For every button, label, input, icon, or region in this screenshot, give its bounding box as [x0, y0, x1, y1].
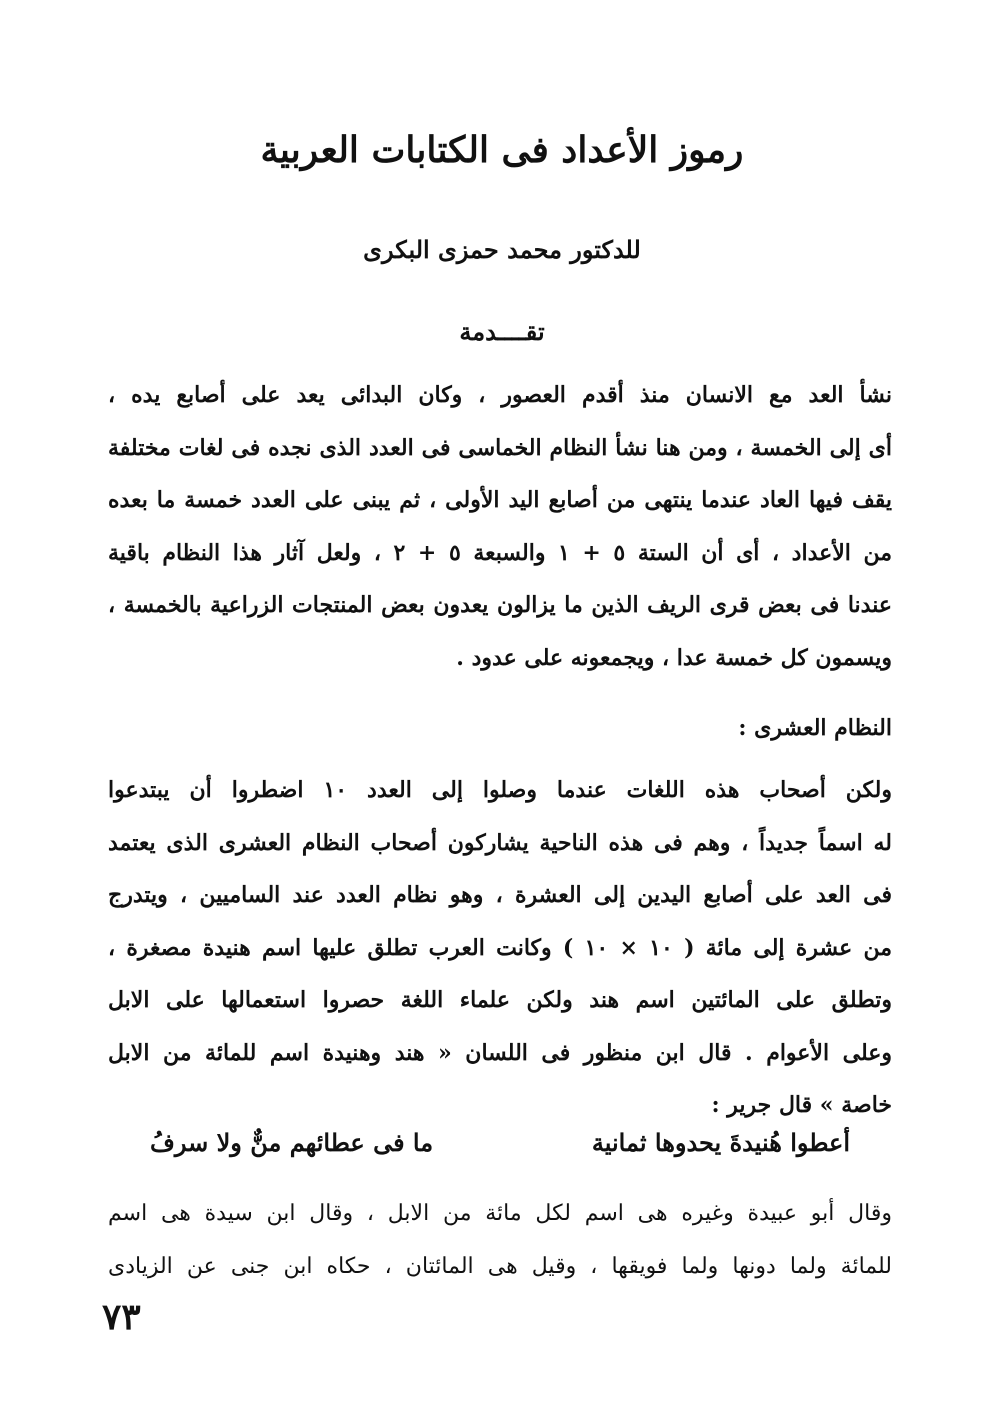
paragraph-line: عندنا فى بعض قرى الريف الذين ما يزالون يعدون بعض المنتجات الزراعية بالخمسة ،	[108, 592, 892, 618]
sub-heading-decimal-system: النظام العشرى :	[738, 715, 892, 741]
paragraph-line: ولكن أصحاب هذه اللغات عندما وصلوا إلى العدد ١٠ اضطروا أن يبتدعوا	[108, 777, 892, 803]
paragraph-line: نشأ العد مع الانسان منذ أقدم العصور ، وكان البدائى يعد على أصابع يده ،	[108, 382, 892, 408]
paragraph-line: يقف فيها العاد عندما ينتهى من أصابع اليد الأولى ، ثم يبنى على العدد خمسة ما بعده	[108, 487, 892, 513]
article-title: رموز الأعداد فى الكتابات العربية	[260, 129, 744, 171]
author-byline: للدكتور محمد حمزى البكرى	[363, 235, 641, 264]
paragraph-line: خاصة » قال جرير :	[711, 1092, 892, 1118]
paragraph-line: أى إلى الخمسة ، ومن هنا نشأ النظام الخماسى فى العدد الذى نجده فى لغات مختلفة	[108, 434, 892, 461]
paragraph-line: للمائة ولما دونها ولما فويقها ، وقيل هى المائتان ، حكاه ابن جنى عن الزيادى	[108, 1253, 892, 1279]
closing-paragraph	[108, 1188, 892, 1293]
verse-second-hemistich: ما فى عطائهم منٌّ ولا سرفُ	[150, 1128, 434, 1157]
intro-paragraph	[108, 369, 892, 684]
paragraph-line: وقال أبو عبيدة وغيره هى اسم لكل مائة من الابل ، وقال ابن سيدة هى اسم	[108, 1201, 892, 1226]
paragraph-line: فى العد على أصابع اليدين إلى العشرة ، وهو نظام العدد عند الساميين ، ويتدرج	[108, 882, 892, 908]
paragraph-line: له اسماً جديداً ، وهم فى هذه الناحية يشاركون أصحاب النظام العشرى الذى يعتمد	[108, 829, 892, 856]
paragraph-line: من عشرة إلى مائة ( ١٠ × ١٠ ) وكانت العرب تطلق عليها اسم هنيدة مصغرة ،	[108, 934, 892, 961]
paragraph-line: وعلى الأعوام . قال ابن منظور فى اللسان « هند وهنيدة اسم للمائة من الابل	[108, 1039, 892, 1066]
verse-first-hemistich: أعطوا هُنيدةَ يحدوها ثمانية	[591, 1128, 850, 1157]
paragraph-line: ويسمون كل خمسة عدا ، ويجمعونه على عدود .	[456, 644, 892, 671]
page-number: ٧٣	[102, 1296, 141, 1338]
paragraph-line: وتطلق على المائتين اسم هند ولكن علماء اللغة حصروا استعمالها على الابل	[108, 987, 892, 1013]
paragraph-line: من الأعداد ، أى أن الستة ٥ + ١ والسبعة ٥ + ٢ ، ولعل آثار هذا النظام باقية	[108, 539, 892, 566]
section-heading-introduction: تقــــدمة	[459, 317, 545, 346]
decimal-system-paragraph	[108, 764, 892, 1132]
poetry-verse	[150, 1118, 850, 1168]
